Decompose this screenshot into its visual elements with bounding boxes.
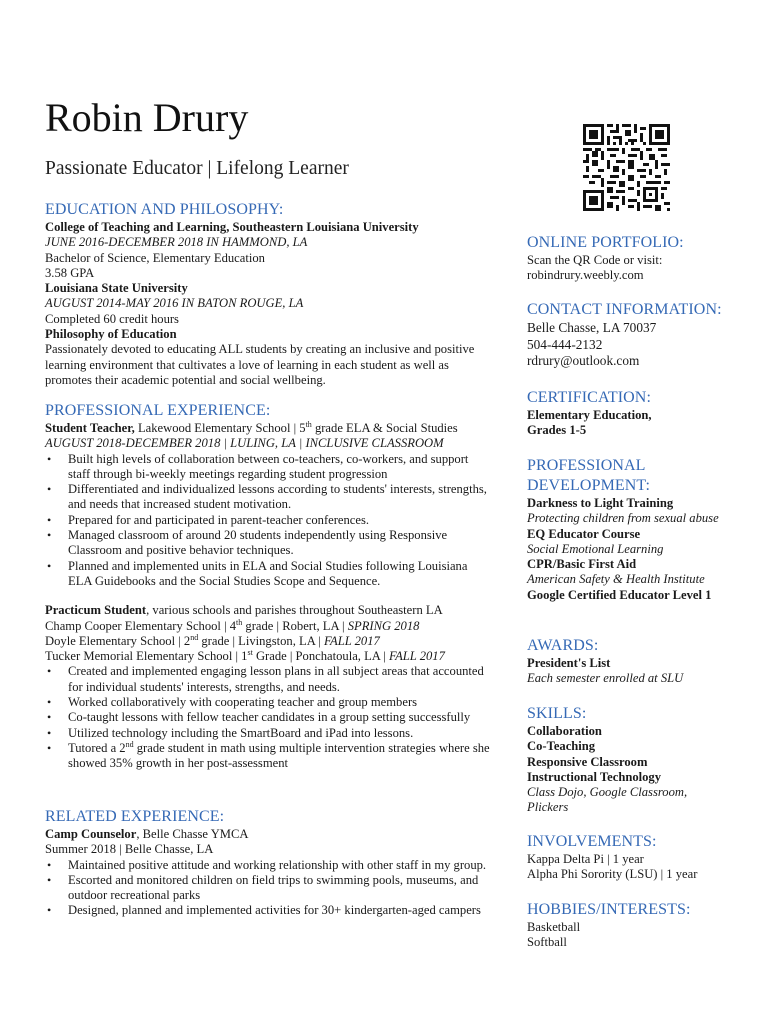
list-item: • Differentiated and individualized lessons according to students' interests, strengths, and needs that increased student motivation. bbox=[45, 482, 490, 513]
job-title-line bbox=[45, 603, 490, 618]
credit-hours: Completed 60 credit hours bbox=[45, 311, 179, 326]
job-title: Practicum Student bbox=[45, 603, 147, 618]
certification-section bbox=[527, 388, 742, 439]
list-item: • Tutored a 2nd grade student in math using multiple intervention strategies where she showed 35% growth in her post-assessment bbox=[45, 741, 490, 772]
hobby-item: Softball bbox=[527, 935, 567, 950]
list-item: • Created and implemented engaging lesson plans in all subject areas that accounted for individual students' interests, strengths, and needs. bbox=[45, 664, 490, 695]
certification-heading: CERTIFICATION: bbox=[527, 389, 651, 406]
awards-section bbox=[527, 636, 742, 687]
job-dates: AUGUST 2018-DECEMBER 2018 | LULING, LA | INCLUSIVE CLASSROOM bbox=[45, 436, 444, 451]
portfolio-heading: ONLINE PORTFOLIO: bbox=[527, 234, 684, 251]
job-bullets bbox=[45, 858, 490, 919]
degree: Bachelor of Science, Elementary Education bbox=[45, 250, 265, 265]
certification-item: Elementary Education, bbox=[527, 408, 652, 422]
hobbies-section bbox=[527, 900, 742, 951]
list-item: • Prepared for and participated in parent-teacher conferences. bbox=[45, 513, 490, 528]
philosophy-text: Passionately devoted to educating ALL students by creating an inclusive and positive learning environment that cultivates a love of learning in each student as well as promotes their academic potential and social wellbeing. bbox=[45, 342, 475, 387]
job-place: , various schools and parishes throughout Southeastern LA bbox=[146, 603, 443, 618]
hobby-item: Basketball bbox=[527, 920, 581, 934]
contact-heading: CONTACT INFORMATION: bbox=[527, 301, 722, 318]
job-title-line bbox=[45, 827, 490, 842]
list-item: • Managed classroom of around 20 students independently using Responsive Classroom and positive behavior techniques. bbox=[45, 528, 490, 559]
job-dates: Summer 2018 | Belle Chasse, LA bbox=[45, 842, 214, 857]
list-item: • Utilized technology including the SmartBoard and iPad into lessons. bbox=[45, 726, 490, 741]
school-dates: JUNE 2016-DECEMBER 2018 IN HAMMOND, LA bbox=[45, 235, 308, 250]
contact-email[interactable]: rdrury@outlook.com bbox=[527, 353, 640, 368]
philosophy-title: Philosophy of Education bbox=[45, 327, 177, 342]
development-title: Google Certified Educator Level 1 bbox=[527, 587, 712, 602]
skill-item: Collaboration bbox=[527, 724, 602, 738]
awards-heading: AWARDS: bbox=[527, 637, 599, 654]
list-item: • Planned and implemented units in ELA and Social Studies following Louisiana ELA Guidebooks and the Social Studies Scope and Sequence. bbox=[45, 559, 490, 590]
ordinal: th bbox=[305, 419, 312, 429]
resume-tagline: Passionate Educator | Lifelong Learner bbox=[45, 158, 349, 179]
development-heading: DEVELOPMENT: bbox=[527, 477, 651, 494]
involvements-section bbox=[527, 832, 742, 883]
development-desc: American Safety & Health Institute bbox=[527, 572, 705, 587]
contact-address: Belle Chasse, LA 70037 bbox=[527, 320, 657, 335]
involvements-heading: INVOLVEMENTS: bbox=[527, 833, 657, 850]
involvement-item: Alpha Phi Sorority (LSU) | 1 year bbox=[527, 867, 698, 882]
job-place: Lakewood Elementary School | 5 bbox=[134, 421, 306, 435]
portfolio-section bbox=[527, 233, 742, 284]
list-item: • Worked collaboratively with cooperating teacher and group members bbox=[45, 695, 490, 710]
education-section bbox=[45, 200, 490, 388]
resume-name: Robin Drury bbox=[45, 95, 249, 140]
award-desc: Each semester enrolled at SLU bbox=[527, 671, 684, 686]
placement-line: Champ Cooper Elementary School | 4th grade | Robert, LA | SPRING 2018 bbox=[45, 617, 420, 633]
list-item: • Designed, planned and implemented activities for 30+ kindergarten-aged campers bbox=[45, 903, 490, 918]
development-title: Darkness to Light Training bbox=[527, 496, 674, 510]
professional-heading: PROFESSIONAL EXPERIENCE: bbox=[45, 402, 271, 419]
job-bullets bbox=[45, 452, 490, 590]
list-item: • Co-taught lessons with fellow teacher candidates in a group setting successfully bbox=[45, 710, 490, 725]
placement-line: Tucker Memorial Elementary School | 1st Grade | Ponchatoula, LA | FALL 2017 bbox=[45, 647, 445, 664]
skill-tools: Class Dojo, Google Classroom, Plickers bbox=[527, 785, 688, 815]
job-title: Camp Counselor bbox=[45, 827, 137, 841]
development-desc: Protecting children from sexual abuse bbox=[527, 511, 719, 526]
school-name: Louisiana State University bbox=[45, 281, 188, 296]
job-place: , Belle Chasse YMCA bbox=[136, 827, 249, 841]
list-item: • Built high levels of collaboration between co-teachers, co-workers, and support staff through bi-weekly meetings regarding student progression bbox=[45, 452, 490, 483]
list-item: • Maintained positive attitude and working relationship with other staff in my group. bbox=[45, 858, 490, 873]
job-title-line bbox=[45, 421, 490, 436]
development-section bbox=[527, 456, 742, 603]
development-heading: PROFESSIONAL bbox=[527, 457, 646, 474]
skill-item: Co-Teaching bbox=[527, 739, 596, 754]
skill-item: Instructional Technology bbox=[527, 769, 662, 784]
school-name: College of Teaching and Learning, Southeastern Louisiana University bbox=[45, 220, 419, 234]
skills-heading: SKILLS: bbox=[527, 705, 587, 722]
school-dates: AUGUST 2014-MAY 2016 IN BATON ROUGE, LA bbox=[45, 296, 304, 311]
certification-item: Grades 1-5 bbox=[527, 423, 587, 438]
contact-phone: 504-444-2132 bbox=[527, 336, 603, 352]
portfolio-link[interactable]: robindrury.weebly.com bbox=[527, 268, 644, 283]
list-item: • Escorted and monitored children on field trips to swimming pools, museums, and outdoor recreational parks bbox=[45, 873, 490, 904]
gpa: 3.58 GPA bbox=[45, 265, 95, 280]
award-title: President's List bbox=[527, 656, 611, 670]
skills-section bbox=[527, 704, 742, 816]
professional-section bbox=[45, 401, 490, 772]
skill-item: Responsive Classroom bbox=[527, 754, 648, 769]
related-heading: RELATED EXPERIENCE: bbox=[45, 808, 225, 825]
education-heading: EDUCATION AND PHILOSOPHY: bbox=[45, 201, 284, 218]
related-section bbox=[45, 807, 490, 919]
job-title: Student Teacher, bbox=[45, 421, 135, 435]
involvement-item: Kappa Delta Pi | 1 year bbox=[527, 852, 644, 866]
portfolio-text: Scan the QR Code or visit: bbox=[527, 253, 663, 267]
development-title: CPR/Basic First Aid bbox=[527, 557, 637, 572]
job-bullets bbox=[45, 664, 490, 771]
hobbies-heading: HOBBIES/INTERESTS: bbox=[527, 901, 691, 918]
contact-section bbox=[527, 300, 742, 370]
development-title: EQ Educator Course bbox=[527, 526, 641, 541]
development-desc: Social Emotional Learning bbox=[527, 541, 664, 556]
qr-code-icon bbox=[583, 124, 670, 211]
job-place: grade ELA & Social Studies bbox=[311, 421, 458, 435]
placement-line: Doyle Elementary School | 2nd grade | Livingston, LA | FALL 2017 bbox=[45, 632, 380, 648]
